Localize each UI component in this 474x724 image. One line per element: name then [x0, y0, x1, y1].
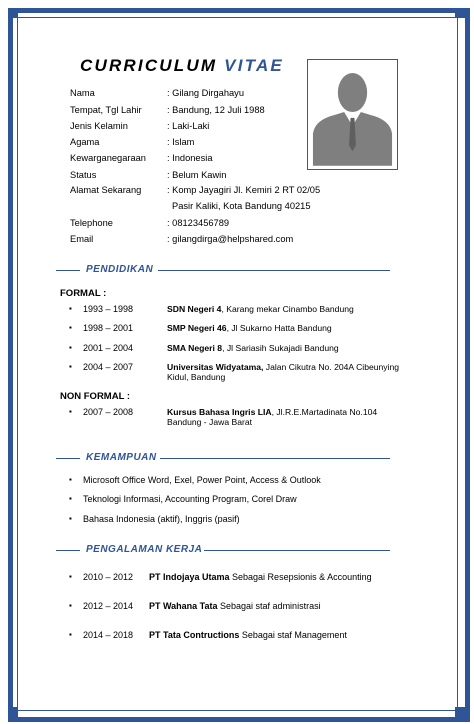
label-nationality: Kewarganegaraan: [70, 153, 146, 163]
work-entry: [149, 572, 372, 582]
bullet-icon: ▪: [69, 601, 72, 610]
label-status: Status: [70, 170, 97, 180]
job-role: Sebagai staf administrasi: [217, 601, 321, 611]
value-email: : gilangdirga@helpshared.com: [167, 234, 294, 244]
section-divider-left: [56, 458, 80, 459]
bullet-icon: ▪: [69, 343, 72, 352]
work-entry: [149, 601, 321, 611]
skill-item: Microsoft Office Word, Exel, Power Point, Access & Outlook: [83, 475, 321, 485]
school-detail: Jalan Cikutra No. 204A Cibeunying Kidul, Bandung: [167, 362, 400, 382]
value-address-line-2: Pasir Kaliki, Kota Bandung 40215: [172, 201, 311, 211]
corner-ornament-bottom-left: [8, 707, 18, 717]
education-entry: [167, 343, 402, 353]
skill-item: Teknologi Informasi, Accounting Program, Corel Draw: [83, 494, 297, 504]
course-detail: , Jl.R.E.Martadinata No.104 Bandung - Jawa Barat: [167, 407, 378, 427]
section-divider-right: [158, 270, 390, 271]
bullet-icon: ▪: [69, 475, 72, 484]
school-name: SMA Negeri 8: [167, 343, 223, 353]
school-detail: , Jl Sariasih Sukajadi Bandung: [222, 343, 339, 353]
skill-item: Bahasa Indonesia (aktif), Inggris (pasif): [83, 514, 240, 524]
work-years: 2014 – 2018: [83, 630, 134, 640]
company-name: PT Tata Contructions: [149, 630, 240, 640]
section-divider-left: [56, 550, 80, 551]
nonformal-education-heading: NON FORMAL :: [60, 391, 131, 402]
value-telephone: : 08123456789: [167, 218, 230, 228]
school-name: SMP Negeri 46: [167, 323, 227, 333]
bullet-icon: ▪: [69, 407, 72, 416]
value-religion: : Islam: [167, 137, 195, 147]
school-detail: , Jl Sukarno Hatta Bandung: [226, 323, 332, 333]
corner-ornament-top-left: [8, 8, 18, 18]
section-title-skills: KEMAMPUAN: [86, 452, 157, 463]
school-name: Universitas Widyatama,: [167, 362, 264, 372]
value-birth: : Bandung, 12 Juli 1988: [167, 105, 265, 115]
company-name: PT Wahana Tata: [149, 601, 218, 611]
bullet-icon: ▪: [69, 304, 72, 313]
education-entry: [167, 362, 402, 382]
title-part-2: VITAE: [224, 56, 284, 75]
bullet-icon: ▪: [69, 514, 72, 523]
course-name: Kursus Bahasa Ingris LIA: [167, 407, 272, 417]
corner-ornament-top-right: [455, 8, 465, 18]
section-divider-right: [160, 458, 390, 459]
label-address: Alamat Sekarang: [70, 185, 142, 195]
value-name: : Gilang Dirgahayu: [167, 88, 244, 98]
label-birth: Tempat, Tgl Lahir: [70, 105, 142, 115]
section-divider-left: [56, 270, 80, 271]
work-entry: [149, 630, 347, 640]
company-name: PT Indojaya Utama: [149, 572, 230, 582]
education-entry: [167, 407, 402, 427]
work-years: 2010 – 2012: [83, 572, 134, 582]
value-nationality: : Indonesia: [167, 153, 213, 163]
title-part-1: CURRICULUM: [80, 56, 218, 75]
job-role: Sebagai Resepsionis & Accounting: [229, 572, 372, 582]
label-email: Email: [70, 234, 94, 244]
education-years: 2007 – 2008: [83, 407, 134, 417]
person-silhouette-icon: [311, 63, 394, 166]
education-years: 2004 – 2007: [83, 362, 134, 372]
bullet-icon: ▪: [69, 630, 72, 639]
education-years: 1993 – 1998: [83, 304, 134, 314]
corner-ornament-bottom-right: [455, 707, 465, 717]
document-title: [80, 56, 284, 76]
education-years: 2001 – 2004: [83, 343, 134, 353]
bullet-icon: ▪: [69, 362, 72, 371]
school-detail: , Karang mekar Cinambo Bandung: [221, 304, 354, 314]
bullet-icon: ▪: [69, 323, 72, 332]
value-address-line-1: : Komp Jayagiri Jl. Kemiri 2 RT 02/05: [167, 185, 321, 195]
label-gender: Jenis Kelamin: [70, 121, 128, 131]
profile-photo: [307, 59, 398, 170]
bullet-icon: ▪: [69, 494, 72, 503]
education-entry: [167, 323, 402, 333]
work-years: 2012 – 2014: [83, 601, 134, 611]
value-gender: : Laki-Laki: [167, 121, 210, 131]
value-status: : Belum Kawin: [167, 170, 227, 180]
label-name: Nama: [70, 88, 95, 98]
label-telephone: Telephone: [70, 218, 113, 228]
label-religion: Agama: [70, 137, 100, 147]
bullet-icon: ▪: [69, 572, 72, 581]
job-role: Sebagai staf Management: [239, 630, 347, 640]
section-divider-right: [204, 550, 390, 551]
formal-education-heading: FORMAL :: [60, 288, 107, 299]
education-years: 1998 – 2001: [83, 323, 134, 333]
section-title-experience: PENGALAMAN KERJA: [86, 544, 203, 555]
education-entry: [167, 304, 402, 314]
section-title-education: PENDIDIKAN: [86, 264, 154, 275]
school-name: SDN Negeri 4: [167, 304, 222, 314]
